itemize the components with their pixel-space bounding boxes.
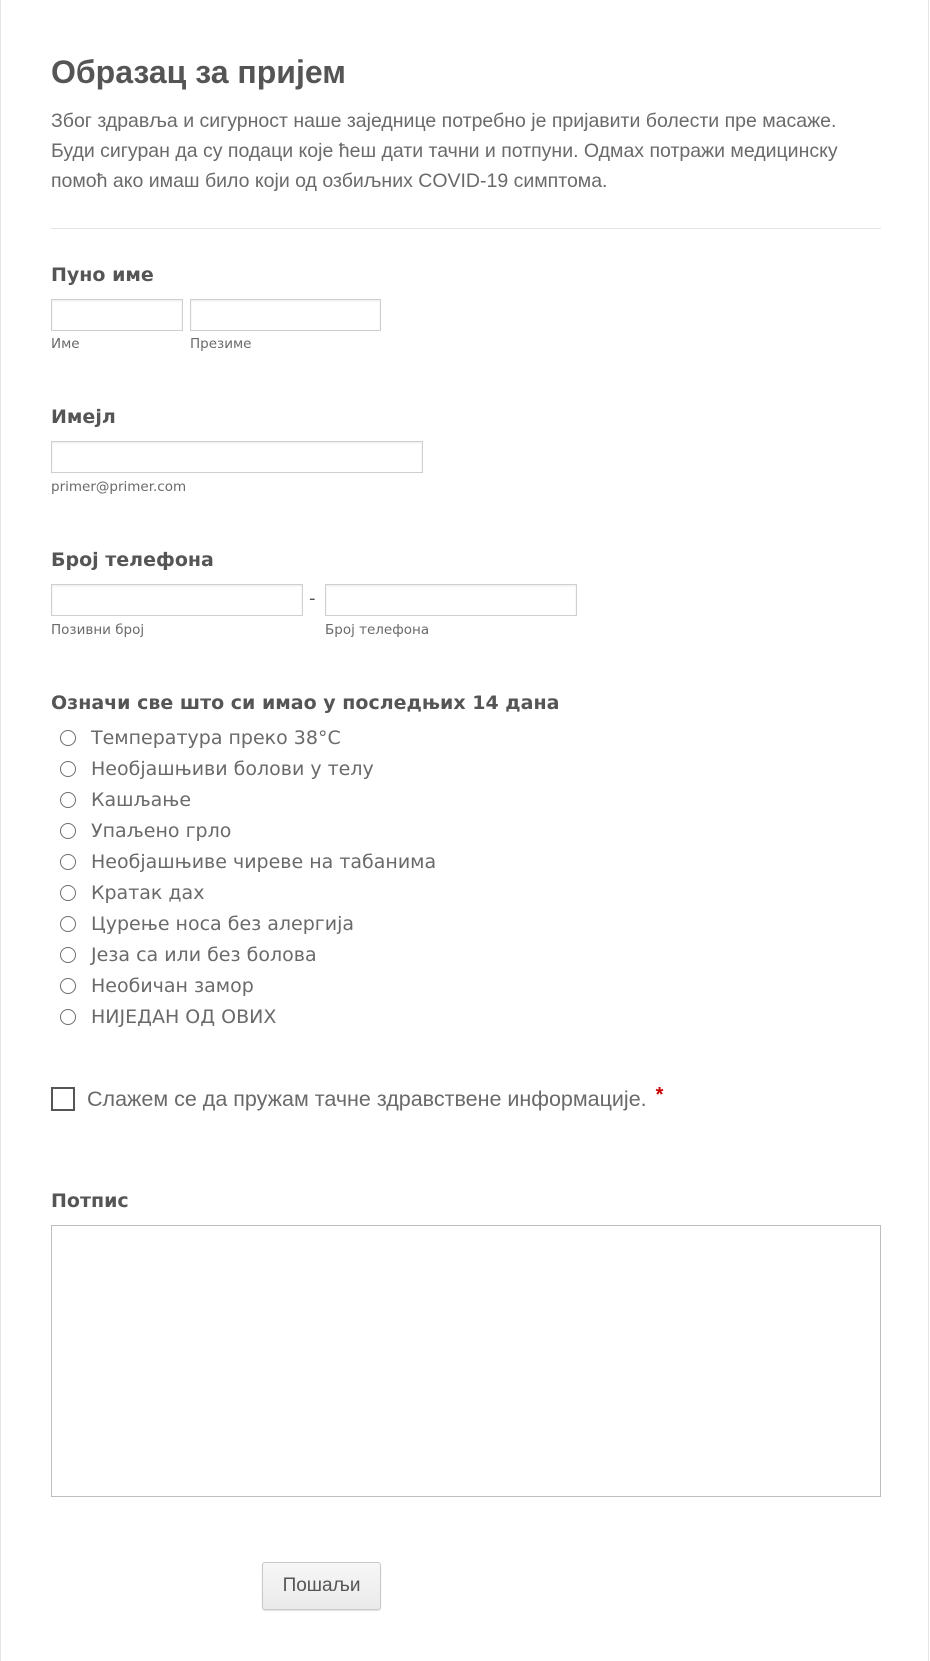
symptom-option[interactable] <box>60 1004 276 1030</box>
signature-label: Потпис <box>51 1190 129 1212</box>
agreement-checkbox[interactable] <box>51 1087 75 1111</box>
required-marker: * <box>655 1083 664 1106</box>
radio-circle-icon[interactable] <box>60 1009 76 1025</box>
submit-button[interactable]: Пошаљи <box>262 1562 381 1610</box>
symptom-option-label: Кашљање <box>91 789 192 811</box>
form-title: Образац за пријем <box>51 54 346 90</box>
symptom-option[interactable] <box>60 911 354 937</box>
symptom-option-label: Кратак дах <box>91 882 205 904</box>
symptom-option[interactable] <box>60 725 341 751</box>
agreement-row <box>51 1084 663 1114</box>
area-code-sublabel: Позивни број <box>51 622 145 638</box>
last-name-sublabel: Презиме <box>190 336 252 352</box>
first-name-input[interactable] <box>51 299 183 331</box>
email-field[interactable] <box>51 441 423 473</box>
email-label: Имејл <box>51 406 116 428</box>
symptom-option[interactable] <box>60 880 204 906</box>
symptom-option-label: Температура преко 38°C <box>91 727 341 749</box>
radio-circle-icon[interactable] <box>60 947 76 963</box>
signature-pad[interactable] <box>51 1225 881 1497</box>
radio-circle-icon[interactable] <box>60 792 76 808</box>
agreement-label[interactable]: Слажем се да пружам тачне здравствене информације. <box>87 1086 647 1111</box>
full-name-label: Пуно име <box>51 264 154 286</box>
phone-number-sublabel: Број телефона <box>325 622 430 638</box>
radio-circle-icon[interactable] <box>60 823 76 839</box>
symptom-option[interactable] <box>60 787 191 813</box>
phone-separator: - <box>309 588 316 609</box>
symptom-option-label: Необјашњиве чиреве на табанима <box>91 851 437 873</box>
radio-circle-icon[interactable] <box>60 885 76 901</box>
phone-number-input[interactable] <box>325 584 577 616</box>
symptoms-label: Означи све што си имао у последњих 14 дана <box>51 692 560 714</box>
phone-label: Број телефона <box>51 549 214 571</box>
symptom-option-label: НИЈЕДАН ОД ОВИХ <box>91 1006 277 1028</box>
email-sublabel: primer@primer.com <box>51 479 187 495</box>
radio-circle-icon[interactable] <box>60 978 76 994</box>
radio-circle-icon[interactable] <box>60 916 76 932</box>
header-divider <box>51 228 881 229</box>
area-code-input[interactable] <box>51 584 303 616</box>
symptom-option[interactable] <box>60 942 317 968</box>
radio-circle-icon[interactable] <box>60 730 76 746</box>
radio-circle-icon[interactable] <box>60 854 76 870</box>
symptom-option[interactable] <box>60 849 436 875</box>
symptom-option[interactable] <box>60 756 374 782</box>
form-description: Због здравља и сигурност наше заједнице потребно је пријавити болести пре масаже. Буди сигуран да су подаци које ћеш дати тачни и потпуни. Одмах потражи медицинску помоћ ако имаш било који од озбиљних COVID-19 симптома. <box>51 110 838 192</box>
symptom-option-label: Језа са или без болова <box>91 944 317 966</box>
symptom-option[interactable] <box>60 973 254 999</box>
symptom-option[interactable] <box>60 818 231 844</box>
symptom-option-label: Необичан замор <box>91 975 254 997</box>
symptom-option-label: Цурење носа без алергија <box>91 913 355 935</box>
last-name-input[interactable] <box>190 299 381 331</box>
first-name-sublabel: Име <box>51 336 80 352</box>
symptom-option-label: Необјашњиви болови у телу <box>91 758 374 780</box>
radio-circle-icon[interactable] <box>60 761 76 777</box>
symptom-option-label: Упаљено грло <box>91 820 232 842</box>
